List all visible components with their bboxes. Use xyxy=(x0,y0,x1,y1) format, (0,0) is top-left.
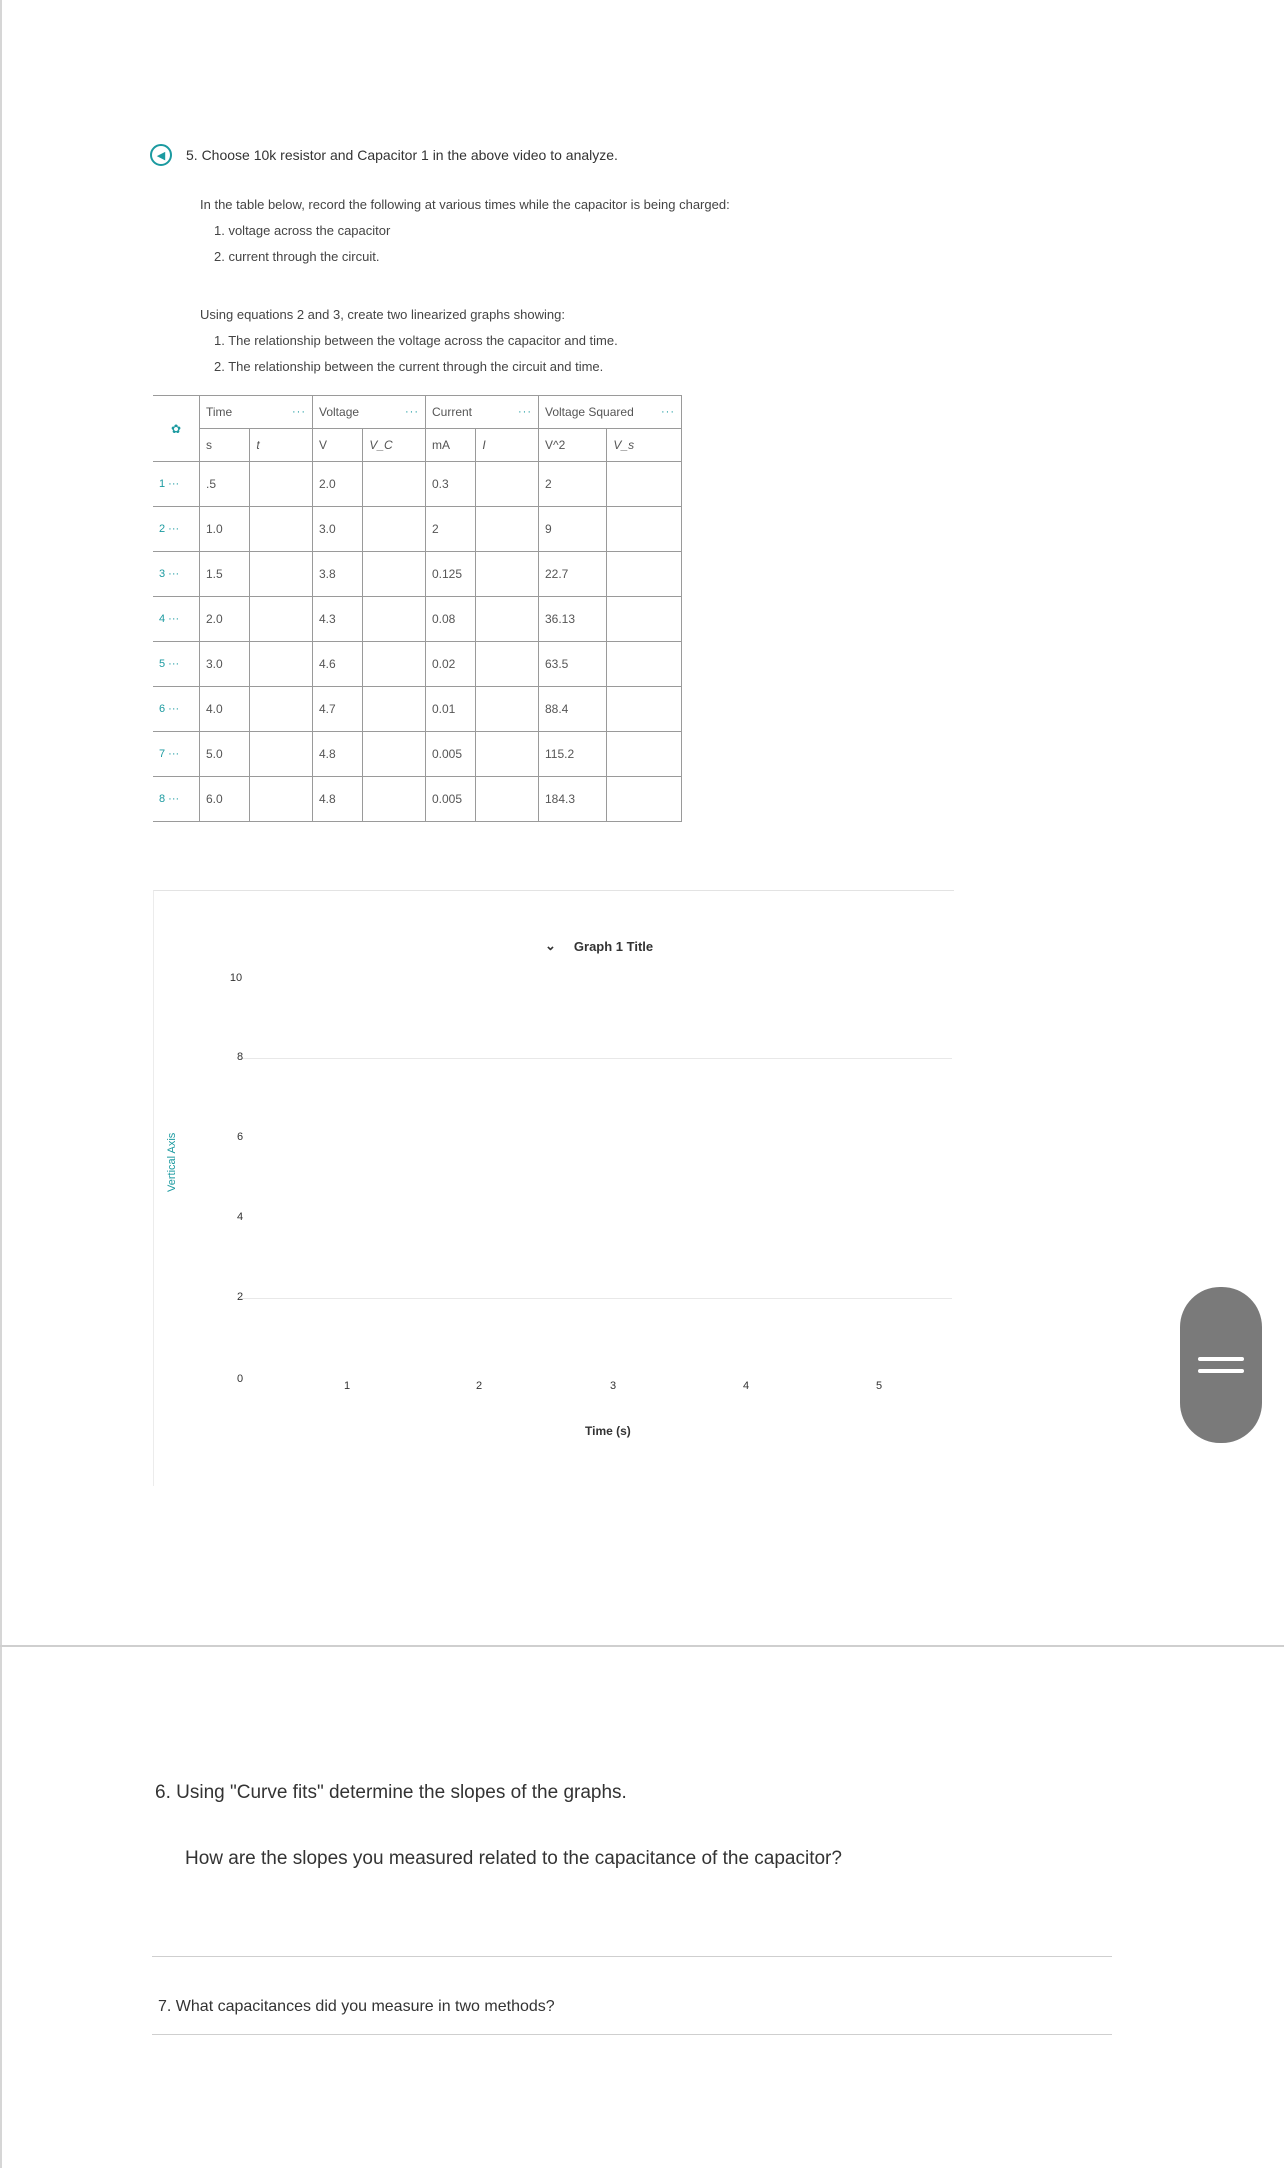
cell-voltage[interactable]: 4.8 xyxy=(313,777,363,822)
cell-current[interactable]: 0.005 xyxy=(426,777,476,822)
cell-vs[interactable] xyxy=(607,552,682,597)
cell-i[interactable] xyxy=(476,777,539,822)
graph-panel[interactable] xyxy=(153,890,954,1486)
more-icon[interactable]: ··· xyxy=(165,658,180,670)
row-number: 2 xyxy=(159,523,166,535)
row-index[interactable] xyxy=(153,552,200,597)
question-6-sub: How are the slopes you measured related to the capacitance of the capacitor? xyxy=(185,1848,842,1869)
cell-time[interactable]: 5.0 xyxy=(200,732,250,777)
cell-time[interactable]: 2.0 xyxy=(200,597,250,642)
y-tick-label: 6 xyxy=(236,1131,244,1143)
table-row xyxy=(153,687,682,732)
row-number: 4 xyxy=(159,613,166,625)
row-index[interactable] xyxy=(153,507,200,552)
cell-vc[interactable] xyxy=(363,732,426,777)
question-7-title: 7. What capacitances did you measure in two methods? xyxy=(158,1998,555,2015)
x-tick-label: 1 xyxy=(343,1380,351,1392)
cell-vc[interactable] xyxy=(363,597,426,642)
cell-vs[interactable] xyxy=(607,597,682,642)
left-border xyxy=(0,0,2,2168)
cell-current[interactable]: 0.01 xyxy=(426,687,476,732)
cell-time[interactable]: .5 xyxy=(200,462,250,507)
cell-vsq[interactable]: 9 xyxy=(539,507,607,552)
cell-vs[interactable] xyxy=(607,507,682,552)
more-icon[interactable]: ··· xyxy=(165,703,180,715)
cell-current[interactable]: 0.08 xyxy=(426,597,476,642)
cell-i[interactable] xyxy=(476,687,539,732)
section-divider xyxy=(0,1645,1284,1647)
row-number: 7 xyxy=(159,748,166,760)
cell-vsq[interactable]: 22.7 xyxy=(539,552,607,597)
cell-voltage[interactable]: 4.7 xyxy=(313,687,363,732)
question-5 xyxy=(150,144,1110,166)
cell-t[interactable] xyxy=(250,597,313,642)
cell-vs[interactable] xyxy=(607,462,682,507)
subheader-cell[interactable]: V^2 xyxy=(539,429,607,462)
more-icon[interactable]: ··· xyxy=(405,406,419,418)
cell-vs[interactable] xyxy=(607,687,682,732)
cell-t[interactable] xyxy=(250,552,313,597)
drag-handle-icon[interactable] xyxy=(1180,1287,1262,1443)
cell-t[interactable] xyxy=(250,642,313,687)
more-icon[interactable]: ··· xyxy=(165,568,180,580)
cell-current[interactable]: 0.3 xyxy=(426,462,476,507)
row-number: 1 xyxy=(159,478,166,490)
row-index[interactable] xyxy=(153,597,200,642)
intro-item-2: 2. current through the circuit. xyxy=(214,249,380,264)
table-body xyxy=(153,462,682,822)
question-6-title: 6. Using "Curve fits" determine the slopes of the graphs. xyxy=(155,1782,627,1803)
y-tick-label: 0 xyxy=(236,1373,244,1385)
cell-vs[interactable] xyxy=(607,777,682,822)
cell-vc[interactable] xyxy=(363,777,426,822)
subheader-cell[interactable]: V_C xyxy=(363,429,426,462)
x-tick-label: 5 xyxy=(875,1380,883,1392)
header-voltage-squared[interactable]: Voltage Squared ··· xyxy=(539,396,682,429)
y-tick-label: 2 xyxy=(236,1291,244,1303)
cell-current[interactable]: 0.005 xyxy=(426,732,476,777)
more-icon[interactable]: ··· xyxy=(292,406,306,418)
cell-voltage[interactable]: 2.0 xyxy=(313,462,363,507)
cell-time[interactable]: 4.0 xyxy=(200,687,250,732)
graph-item-1: 1. The relationship between the voltage across the capacitor and time. xyxy=(214,333,618,348)
subheader-cell[interactable]: V xyxy=(313,429,363,462)
cell-vc[interactable] xyxy=(363,687,426,732)
more-icon[interactable]: ··· xyxy=(165,748,180,760)
row-number: 3 xyxy=(159,568,166,580)
gridline xyxy=(240,1058,952,1059)
question-5-intro: In the table below, record the following at various times while the capacitor is being charged: xyxy=(200,197,730,212)
more-icon[interactable]: ··· xyxy=(165,523,180,535)
subheader-cell[interactable]: s xyxy=(200,429,250,462)
cell-vs[interactable] xyxy=(607,732,682,777)
graph-item-2: 2. The relationship between the current through the circuit and time. xyxy=(214,359,604,374)
table-row xyxy=(153,642,682,687)
more-icon[interactable]: ··· xyxy=(165,478,180,490)
cell-i[interactable] xyxy=(476,597,539,642)
cell-time[interactable]: 1.5 xyxy=(200,552,250,597)
header-time[interactable]: Time ··· xyxy=(200,396,313,429)
question-5-graph-block xyxy=(200,302,618,380)
cell-voltage[interactable]: 3.0 xyxy=(313,507,363,552)
cell-time[interactable]: 6.0 xyxy=(200,777,250,822)
divider xyxy=(152,2034,1112,2035)
table-row xyxy=(153,777,682,822)
cell-vsq[interactable]: 184.3 xyxy=(539,777,607,822)
cell-i[interactable] xyxy=(476,462,539,507)
cell-t[interactable] xyxy=(250,687,313,732)
table-row xyxy=(153,732,682,777)
header-voltage[interactable]: Voltage ··· xyxy=(313,396,426,429)
y-tick-label: 4 xyxy=(236,1211,244,1223)
subheader-cell[interactable]: V_s xyxy=(607,429,682,462)
graph-title-block[interactable] xyxy=(545,938,653,954)
row-index[interactable] xyxy=(153,642,200,687)
table-subheader-row xyxy=(153,429,682,462)
row-number: 6 xyxy=(159,703,166,715)
question-5-title: 5. Choose 10k resistor and Capacitor 1 in the above video to analyze. xyxy=(186,147,618,163)
row-index[interactable] xyxy=(153,462,200,507)
cell-t[interactable] xyxy=(250,732,313,777)
cell-voltage[interactable]: 4.8 xyxy=(313,732,363,777)
header-current[interactable]: Current ··· xyxy=(426,396,539,429)
gridline xyxy=(240,1298,952,1299)
more-icon[interactable]: ··· xyxy=(165,793,180,805)
question-5-intro-block xyxy=(200,192,730,270)
cell-vsq[interactable]: 2 xyxy=(539,462,607,507)
more-icon[interactable]: ··· xyxy=(165,613,180,625)
cell-i[interactable] xyxy=(476,642,539,687)
cell-t[interactable] xyxy=(250,507,313,552)
table-row xyxy=(153,462,682,507)
cell-time[interactable]: 1.0 xyxy=(200,507,250,552)
subheader-cell[interactable]: I xyxy=(476,429,539,462)
cell-i[interactable] xyxy=(476,507,539,552)
cell-vsq[interactable]: 36.13 xyxy=(539,597,607,642)
chevron-down-icon[interactable]: ⌄ xyxy=(545,938,556,953)
divider xyxy=(152,1956,1112,1957)
x-tick-label: 3 xyxy=(609,1380,617,1392)
row-index[interactable] xyxy=(153,777,200,822)
cell-vs[interactable] xyxy=(607,642,682,687)
table-row xyxy=(153,507,682,552)
cell-time[interactable]: 3.0 xyxy=(200,642,250,687)
cell-vsq[interactable]: 115.2 xyxy=(539,732,607,777)
cell-i[interactable] xyxy=(476,732,539,777)
cell-vc[interactable] xyxy=(363,642,426,687)
cell-t[interactable] xyxy=(250,462,313,507)
data-table xyxy=(153,395,682,822)
cell-vc[interactable] xyxy=(363,507,426,552)
graph-title[interactable]: Graph 1 Title xyxy=(573,938,654,954)
cell-vsq[interactable]: 88.4 xyxy=(539,687,607,732)
intro-item-1: 1. voltage across the capacitor xyxy=(214,223,391,238)
cell-current[interactable]: 2 xyxy=(426,507,476,552)
table-row xyxy=(153,552,682,597)
subheader-cell[interactable]: t xyxy=(250,429,313,462)
row-index[interactable] xyxy=(153,732,200,777)
gear-icon[interactable]: ✿ xyxy=(153,396,200,462)
more-icon[interactable]: ··· xyxy=(661,406,675,418)
row-number: 5 xyxy=(159,658,166,670)
x-tick-label: 4 xyxy=(742,1380,750,1392)
cell-i[interactable] xyxy=(476,552,539,597)
cell-voltage[interactable]: 3.8 xyxy=(313,552,363,597)
speaker-icon[interactable]: ◀ xyxy=(150,144,172,166)
cell-vc[interactable] xyxy=(363,552,426,597)
cell-voltage[interactable]: 4.6 xyxy=(313,642,363,687)
subheader-cell[interactable]: mA xyxy=(426,429,476,462)
cell-current[interactable]: 0.125 xyxy=(426,552,476,597)
row-number: 8 xyxy=(159,793,166,805)
cell-t[interactable] xyxy=(250,777,313,822)
x-axis-label[interactable]: Time (s) xyxy=(585,1424,631,1438)
y-tick-label: 10 xyxy=(229,972,243,984)
graph-intro: Using equations 2 and 3, create two linearized graphs showing: xyxy=(200,307,565,322)
more-icon[interactable]: ··· xyxy=(518,406,532,418)
x-tick-label: 2 xyxy=(475,1380,483,1392)
cell-current[interactable]: 0.02 xyxy=(426,642,476,687)
row-index[interactable] xyxy=(153,687,200,732)
table-header-row xyxy=(153,396,682,429)
table-row xyxy=(153,597,682,642)
y-tick-label: 8 xyxy=(236,1051,244,1063)
cell-vsq[interactable]: 63.5 xyxy=(539,642,607,687)
y-axis-label[interactable]: Vertical Axis xyxy=(166,1132,178,1192)
cell-voltage[interactable]: 4.3 xyxy=(313,597,363,642)
cell-vc[interactable] xyxy=(363,462,426,507)
